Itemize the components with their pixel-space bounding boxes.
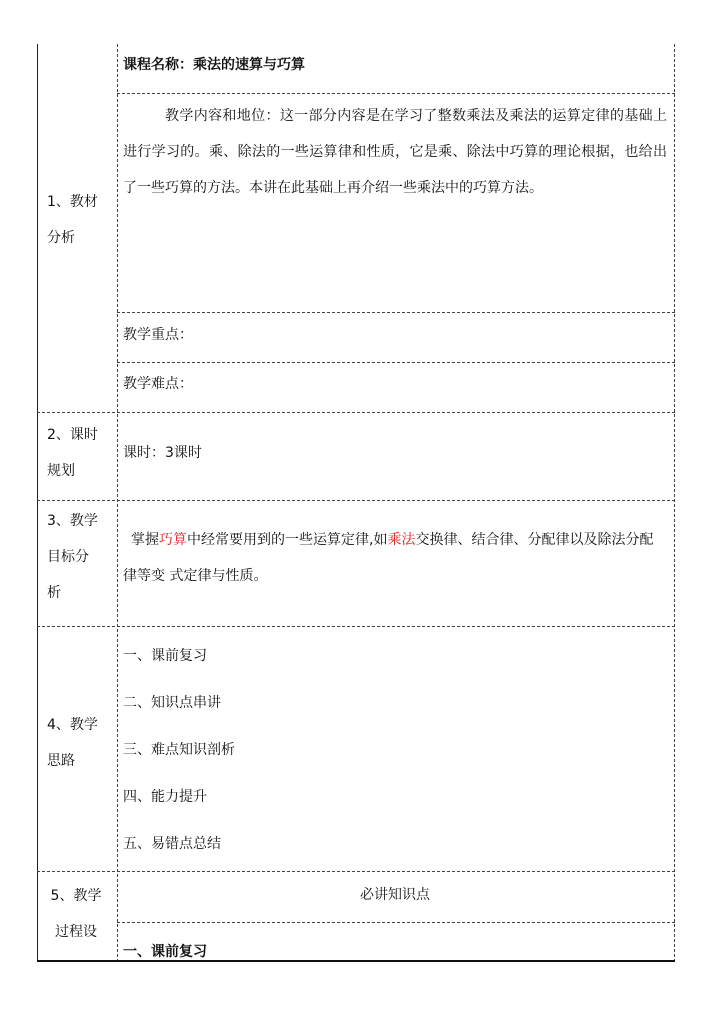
section2-label: 2、课时 规划 <box>47 427 98 479</box>
teaching-content: 教学内容和地位：这一部分内容是在学习了整数乘法及乘法的运算定律的基础上进行学习的。乘、除法的一些运算律和性质，它是乘、除法中巧算的理论根据，也给出了一些巧算的方法。本讲在此基础上再介绍一些乘法中的巧算方法。 <box>123 108 667 196</box>
right-border <box>674 44 675 962</box>
highlight-term: 乘法 <box>387 532 416 548</box>
highlight-term: 巧算 <box>159 532 187 548</box>
row-divider <box>117 312 675 313</box>
row-divider <box>37 626 675 627</box>
list-item: 一、课前复习 <box>123 648 207 664</box>
lesson-hours: 课时：3课时 <box>123 445 202 461</box>
lesson-plan-table <box>37 44 675 962</box>
section4-label: 4、教学 思路 <box>47 717 98 769</box>
row-divider <box>117 362 675 363</box>
teaching-outline <box>123 644 667 879</box>
list-item: 五、易错点总结 <box>123 836 221 852</box>
course-title: 课程名称：乘法的速算与巧算 <box>123 57 305 73</box>
section1-label: 1、教材 分析 <box>47 194 98 246</box>
key-point: 教学重点： <box>123 327 193 343</box>
list-item: 二、知识点串讲 <box>123 695 221 711</box>
difficulty-point: 教学难点： <box>123 376 193 392</box>
section-header: 必讲知识点 <box>360 887 430 903</box>
list-item: 四、能力提升 <box>123 789 207 805</box>
row-divider <box>37 500 675 501</box>
column-divider <box>117 44 118 962</box>
section3-label: 3、教学 目标分 析 <box>47 513 98 601</box>
list-item: 三、难点知识剖析 <box>123 742 235 758</box>
left-border <box>37 44 38 962</box>
review-heading: 一、课前复习 <box>123 944 207 960</box>
section5-label: 5、教学 过程设 <box>50 888 102 940</box>
teaching-objective: 掌握巧算中经常要用到的一些运算定律,如乘法交换律、结合律、分配律以及除法分配律等变 式定律与性质。 <box>123 532 654 584</box>
row-divider <box>117 922 675 923</box>
row-divider <box>37 412 675 413</box>
row-divider <box>117 93 675 94</box>
